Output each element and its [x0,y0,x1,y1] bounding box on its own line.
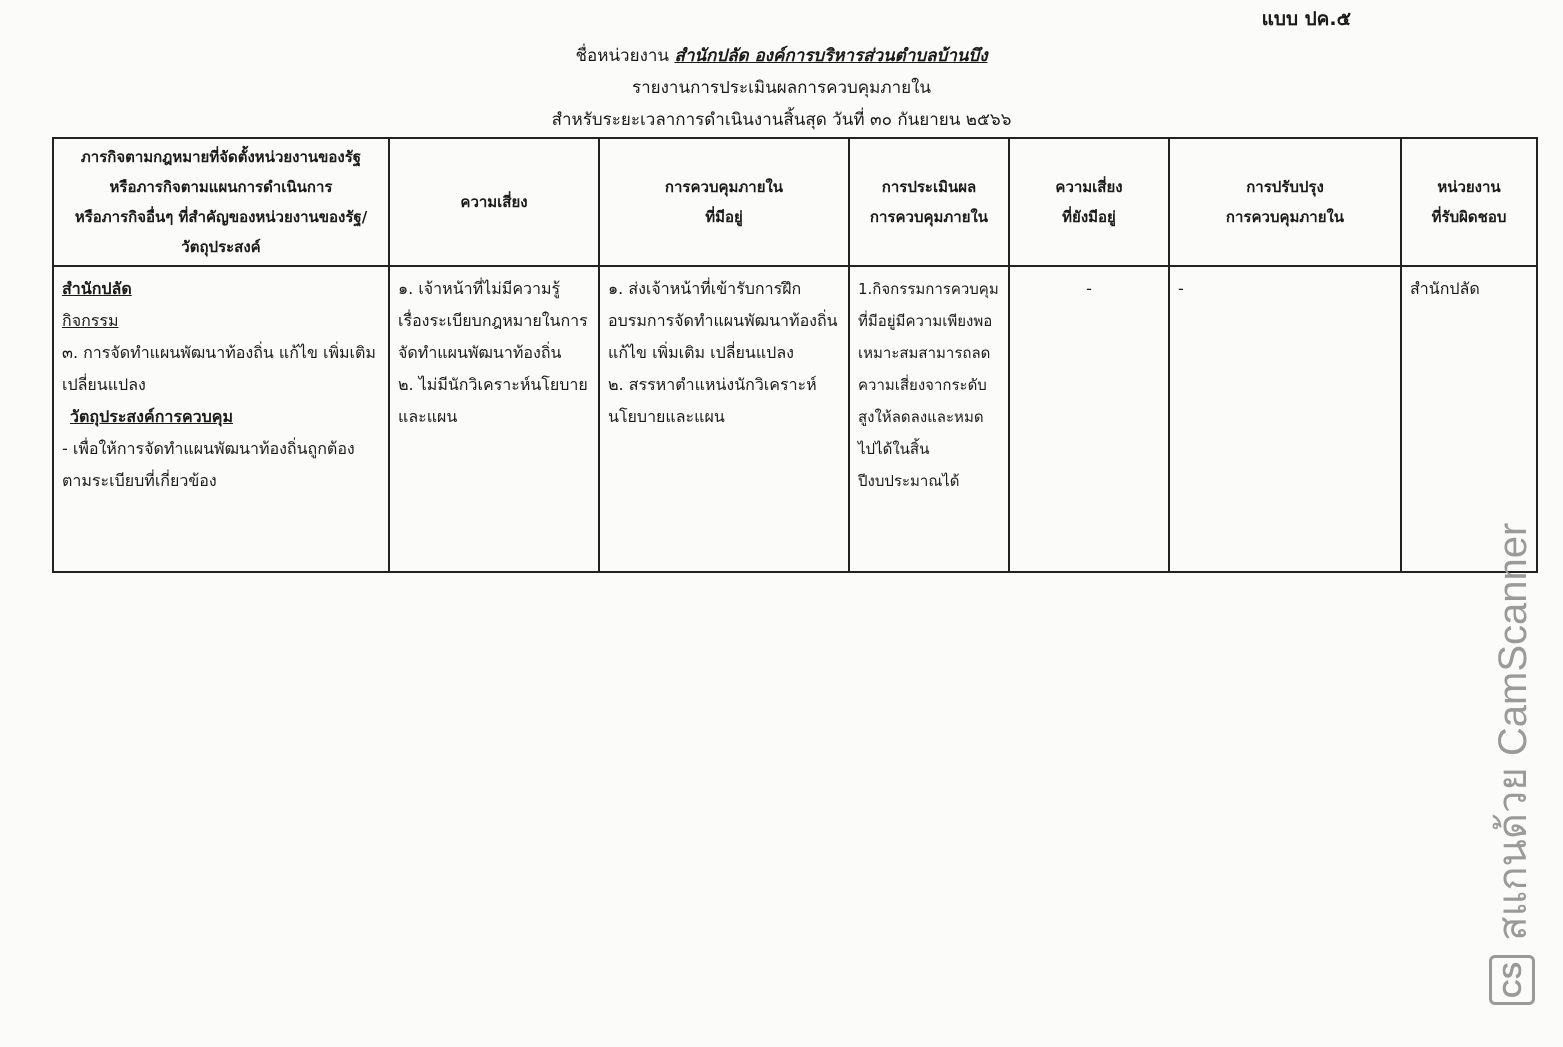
control-item-1: ๑. ส่งเจ้าหน้าที่เข้ารับการฝึกอบรมการจัดทำแผนพัฒนาท้องถิ่น แก้ไข เพิ่มเติม เปลี่ยนแปลง [608,279,838,362]
activity-text: ๓. การจัดทำแผนพัฒนาท้องถิ่น แก้ไข เพิ่มเติม เปลี่ยนแปลง [62,343,376,394]
control-item-2: ๒. สรรหาตำแหน่งนักวิเคราะห์นโยบายและแผน [608,375,817,426]
mission-unit: สำนักปลัด [62,279,132,298]
camscanner-logo: CS [1489,955,1535,1005]
document-header [0,40,1563,136]
cell-responsible-unit: สำนักปลัด [1401,266,1537,572]
watermark-text: สแกนด้วย CamScanner [1491,522,1535,941]
header-risk: ความเสี่ยง [389,138,599,266]
cell-existing-control [599,266,849,572]
risk-item-1: ๑. เจ้าหน้าที่ไม่มีความรู้เรื่องระเบียบกฎหมายในการจัดทำแผนพัฒนาท้องถิ่น [398,279,588,362]
camscanner-watermark [1480,523,1544,1005]
header-control-evaluation: การประเมินผล การควบคุมภายใน [849,138,1009,266]
cell-remaining-risk: - [1009,266,1169,572]
evaluation-table [52,137,1538,573]
activity-label: กิจกรรม [62,311,119,330]
cell-mission [53,266,389,572]
report-period: สำหรับระยะเวลาการดำเนินงานสิ้นสุด วันที่ ๓๐ กันยายน ๒๕๖๖ [551,110,1012,130]
cell-control-evaluation: 1.กิจกรรมการควบคุมที่มีอยู่มีความเพียงพอเหมาะสมสามารถลดความเสี่ยงจากระดับสูงให้ลดลงและหมดไปได้ในสิ้นปีงบประมาณได้ [849,266,1009,572]
header-mission: ภารกิจตามกฎหมายที่จัดตั้งหน่วยงานของรัฐ หรือภารกิจตามแผนการดำเนินการ หรือภารกิจอื่นๆ ที่สำคัญของหน่วยงานของรัฐ/ วัตถุประสงค์ [53,138,389,266]
report-title: รายงานการประเมินผลการควบคุมภายใน [631,78,932,98]
agency-line [0,40,1563,72]
cell-control-improvement: - [1169,266,1401,572]
risk-item-2: ๒. ไม่มีนักวิเคราะห์นโยบายและแผน [398,375,588,426]
header-control-improvement: การปรับปรุง การควบคุมภายใน [1169,138,1401,266]
table-header-row [53,138,1537,266]
header-remaining-risk: ความเสี่ยง ที่ยังมีอยู่ [1009,138,1169,266]
table-row [53,266,1537,572]
cell-risk [389,266,599,572]
agency-label: ชื่อหน่วยงาน [575,46,670,66]
objective-label: วัตถุประสงค์การควบคุม [70,407,234,426]
header-existing-control: การควบคุมภายใน ที่มีอยู่ [599,138,849,266]
form-code: แบบ ปค.๕ [1261,8,1351,30]
agency-name: สำนักปลัด องค์การบริหารส่วนตำบลบ้านบึง [674,46,988,66]
objective-text: - เพื่อให้การจัดทำแผนพัฒนาท้องถิ่นถูกต้องตามระเบียบที่เกี่ยวข้อง [62,439,355,490]
header-responsible-unit: หน่วยงาน ที่รับผิดชอบ [1401,138,1537,266]
